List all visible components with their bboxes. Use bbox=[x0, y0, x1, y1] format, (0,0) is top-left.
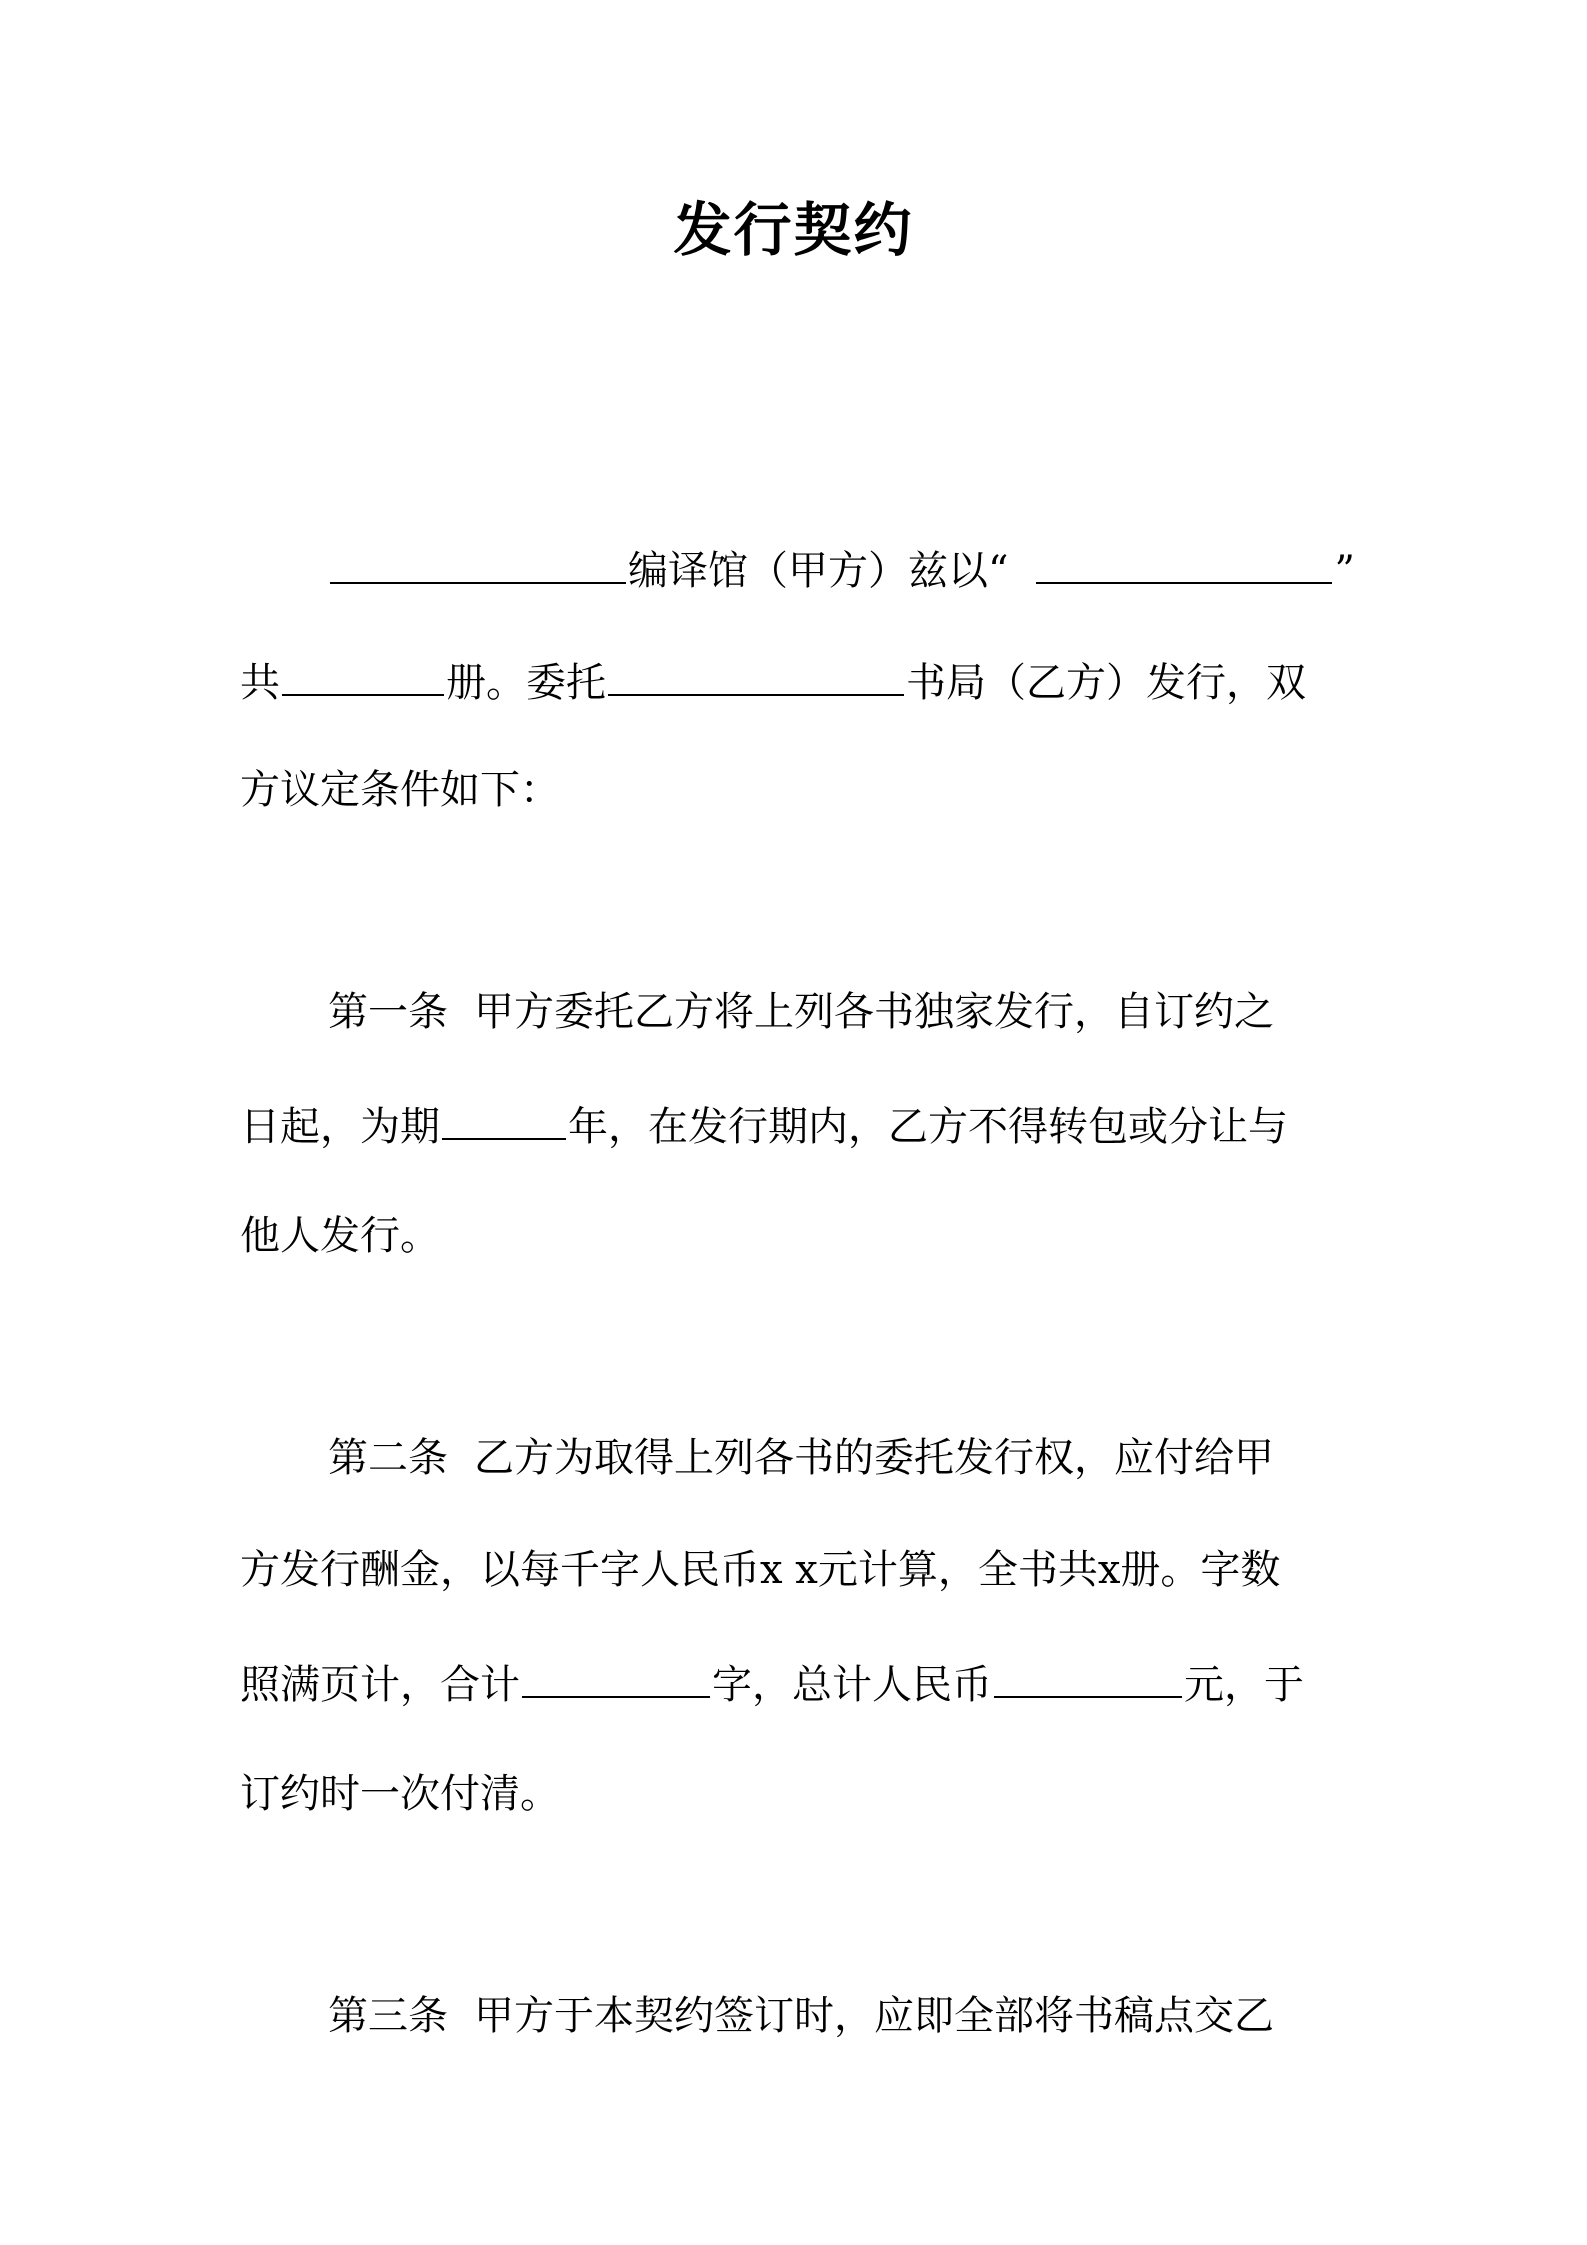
blank-field bbox=[330, 538, 626, 584]
preamble-line-2 bbox=[240, 650, 1306, 710]
preamble-text: ” bbox=[1334, 548, 1355, 594]
article-text: 日起，为期 bbox=[240, 1104, 440, 1150]
article-2-line-2: 方发行酬金，以每千字人民币x x元计算，全书共x册。字数 bbox=[240, 1547, 1281, 1593]
blank-field bbox=[442, 1094, 566, 1140]
article-3-line-1 bbox=[328, 1986, 1274, 2046]
preamble-line-3: 方议定条件如下： bbox=[240, 767, 560, 813]
blank-field bbox=[282, 650, 444, 696]
preamble-line-1 bbox=[328, 538, 1355, 598]
preamble-text: 编译馆（甲方）兹以“ bbox=[628, 548, 1009, 594]
article-2-line-3 bbox=[240, 1652, 1304, 1712]
article-text: 年，在发行期内，乙方不得转包或分让与 bbox=[568, 1104, 1288, 1150]
article-text: 元，于 bbox=[1184, 1662, 1304, 1708]
article-label: 第二条 bbox=[328, 1435, 448, 1481]
preamble-text: 共 bbox=[240, 660, 280, 706]
preamble-text: 书局（乙方）发行，双 bbox=[906, 660, 1306, 706]
blank-field bbox=[608, 650, 904, 696]
article-1-line-1 bbox=[328, 982, 1274, 1042]
article-label: 第一条 bbox=[328, 989, 448, 1035]
document-title: 发行契约 bbox=[673, 196, 914, 264]
article-text: 甲方委托乙方将上列各书独家发行，自订约之 bbox=[474, 989, 1274, 1035]
blank-field bbox=[522, 1652, 710, 1698]
article-text: 照满页计，合计 bbox=[240, 1662, 520, 1708]
blank-field bbox=[1036, 538, 1332, 584]
article-1-line-2 bbox=[240, 1094, 1288, 1154]
article-text: 甲方于本契约签订时，应即全部将书稿点交乙 bbox=[474, 1993, 1274, 2039]
article-text: 字，总计人民币 bbox=[712, 1662, 992, 1708]
article-label: 第三条 bbox=[328, 1993, 448, 2039]
article-2-line-4: 订约时一次付清。 bbox=[240, 1771, 560, 1817]
preamble-text: 册。委托 bbox=[446, 660, 606, 706]
article-2-line-1 bbox=[328, 1428, 1274, 1488]
blank-field bbox=[994, 1652, 1182, 1698]
article-text: 乙方为取得上列各书的委托发行权，应付给甲 bbox=[474, 1435, 1274, 1481]
article-1-line-3: 他人发行。 bbox=[240, 1213, 440, 1259]
